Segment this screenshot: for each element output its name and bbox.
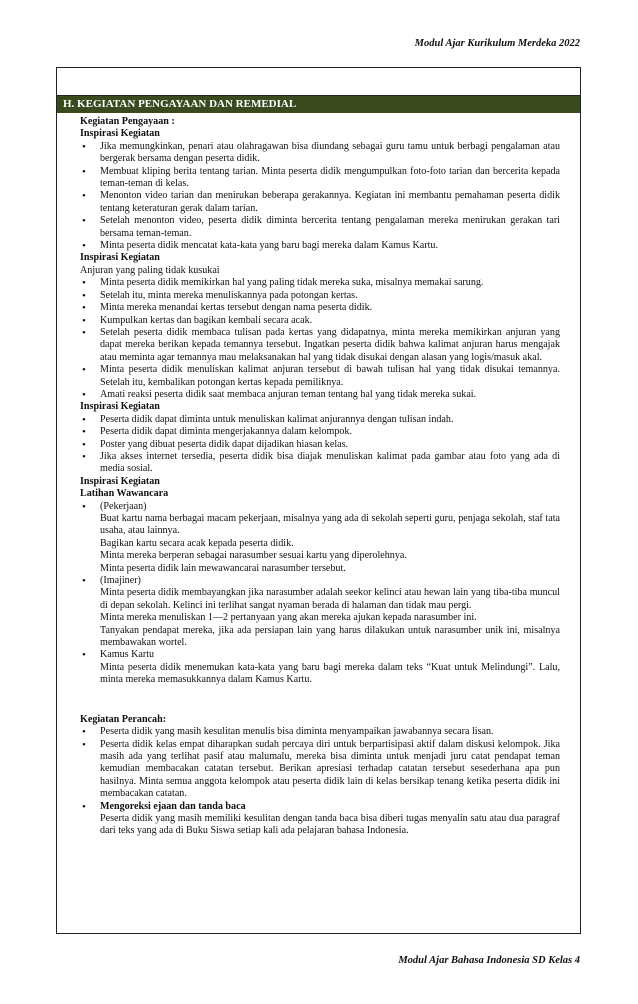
item-label: • Mengoreksi ejaan dan tanda baca <box>100 800 246 812</box>
bullet-list <box>80 501 560 687</box>
bullet-list <box>80 277 560 401</box>
block-subtitle: Anjuran yang paling tidak kusukai <box>80 264 220 276</box>
empty-table-row <box>57 68 580 96</box>
pengayaan-title: Kegiatan Pengayaan : <box>80 116 175 127</box>
list-item: • Minta peserta didik menuliskan kalimat anjuran tersebut di bawah tulisan hal yang tidak disukai temannya. Setelah itu, kembalikan potongan kertas kepada pemiliknya. <box>80 364 560 389</box>
list-item <box>80 501 560 575</box>
list-item <box>80 649 560 686</box>
list-item: • Peserta didik yang masih kesulitan menulis bisa diminta menyampaikan jawabannya secara lisan. <box>80 726 560 738</box>
block-heading: Inspirasi Kegiatan <box>80 475 160 487</box>
section-title: H. KEGIATAN PENGAYAAN DAN REMEDIAL <box>57 96 580 113</box>
block-heading: Inspirasi Kegiatan <box>80 252 160 264</box>
list-item: • Jika memungkinkan, penari atau olahragawan bisa diundang sebagai guru tamu untuk berbagi pengalaman atau bergerak bersama dengan peserta didik. <box>80 141 560 166</box>
list-item: • Amati reaksi peserta didik saat membaca anjuran teman tentang hal yang tidak mereka sukai. <box>80 389 560 401</box>
list-item <box>80 801 560 838</box>
item-line: Buat kartu nama berbagai macam pekerjaan, misalnya yang ada di sekolah seperti guru, penjaga sekolah, staf tata usaha, atau lainnya. <box>100 513 560 537</box>
item-line: Minta peserta didik lain mewawancarai narasumber tersebut. <box>100 562 346 574</box>
list-item: • Setelah peserta didik membaca tulisan pada kertas yang didapatnya, minta mereka memikirkan anjuran yang dapat mereka berikan kepada temannya tersebut. Ingatkan peserta didik bahwa kalimat anjuran harus mengajak atau meminta agar temannya mau melaksanakan hal yang tidak disukai dengan alasan yang logis/masuk akal. <box>80 327 560 364</box>
list-item: • Minta mereka menandai kertas tersebut dengan nama peserta didik. <box>80 302 560 314</box>
page-header: Modul Ajar Kurikulum Merdeka 2022 <box>414 38 580 49</box>
item-label: • Kamus Kartu <box>100 649 155 661</box>
list-item: • Minta peserta didik memikirkan hal yang paling tidak mereka suka, misalnya memakai sarung. <box>80 277 560 289</box>
item-lines <box>100 513 560 575</box>
list-item <box>80 575 560 649</box>
list-item: • Membuat kliping berita tentang tarian. Minta peserta didik mengumpulkan foto-foto tarian dan bercerita kepada teman-teman di kelas. <box>80 166 560 191</box>
block-heading: Inspirasi Kegiatan <box>80 128 160 140</box>
list-item: • Setelah itu, minta mereka menuliskannya pada potongan kertas. <box>80 290 560 302</box>
item-label: • (Imajiner) <box>100 575 141 587</box>
list-item: • Peserta didik dapat diminta untuk menuliskan kalimat anjurannya dengan tulisan indah. <box>80 414 560 426</box>
perancah-title: Kegiatan Perancah: <box>80 713 167 725</box>
content-table <box>56 67 581 934</box>
list-item: • Peserta didik dapat diminta mengerjakannya dalam kelompok. <box>80 426 560 438</box>
block-heading: Inspirasi Kegiatan <box>80 401 160 413</box>
page-footer: Modul Ajar Bahasa Indonesia SD Kelas 4 <box>398 955 580 966</box>
list-item: • Peserta didik kelas empat diharapkan sudah percaya diri untuk berpartisipasi aktif dalam diskusi kelompok. Jika masih ada yang terlihat pasif atau malumalu, mereka bisa diminta untuk menjadi juru catat pendapat teman kemudian membacakan catatan tersebut. Berikan apresiasi terhadap catatan tersebut sesederhana apa pun hasilnya. Minta semua anggota kelompok atau peserta didik lain di kelas bersikap tenang ketika peserta didik ini membacakan catatan. <box>80 739 560 801</box>
section-content <box>57 113 580 838</box>
item-line: Minta mereka berperan sebagai narasumber sesuai kartu yang diperolehnya. <box>100 550 407 562</box>
list-item: • Kumpulkan kertas dan bagikan kembali secara acak. <box>80 315 560 327</box>
item-line: Peserta didik yang masih memiliki kesulitan dengan tanda baca bisa diberi tugas menyalin satu atau dua paragraf dari teks yang ada di Buku Siswa setiap kali ada pelajaran bahasa Indonesia. <box>100 812 560 837</box>
item-line: Bagikan kartu secara acak kepada peserta didik. <box>100 537 294 549</box>
spacer <box>80 687 560 714</box>
list-item: • Minta peserta didik mencatat kata-kata yang baru bagi mereka dalam Kamus Kartu. <box>80 240 560 252</box>
list-item: • Poster yang dibuat peserta didik dapat dijadikan hiasan kelas. <box>80 439 560 451</box>
block-subheading: Latihan Wawancara <box>80 488 169 500</box>
bullet-list <box>80 726 560 838</box>
item-label: • (Pekerjaan) <box>100 500 147 512</box>
list-item: • Setelah menonton video, peserta didik diminta bercerita tentang pengalaman mereka menirukan gerakan tari bersama teman-teman. <box>80 215 560 240</box>
bullet-list <box>80 414 560 476</box>
list-item: • Menonton video tarian dan menirukan beberapa gerakannya. Kegiatan ini membantu pemahaman peserta didik tentang keteraturan gerak dalam tarian. <box>80 190 560 215</box>
item-line: Tanyakan pendapat mereka, jika ada persiapan lain yang harus dilakukan untuk narasumber unik ini, misalnya membawakan wortel. <box>100 624 560 649</box>
list-item: • Jika akses internet tersedia, peserta didik bisa diajak menuliskan kalimat pada gambar atau foto yang ada di media sosial. <box>80 451 560 476</box>
bullet-list <box>80 141 560 253</box>
item-line: Minta peserta didik menemukan kata-kata yang baru bagi mereka dalam teks “Kuat untuk Melindungi”. Lalu, minta mereka memasukkannya dalam Kamus Kartu. <box>100 661 560 686</box>
item-line: Minta mereka menuliskan 1—2 pertanyaan yang akan mereka ajukan kepada narasumber ini. <box>100 612 477 624</box>
item-lines <box>100 662 560 687</box>
item-lines <box>100 587 560 649</box>
item-line: Minta peserta didik membayangkan jika narasumber adalah seekor kelinci atau hewan lain yang tiba-tiba muncul di depan sekolah. Kelinci ini terlihat sangat nyaman berada di halaman dan tidak mau pergi. <box>100 587 560 611</box>
